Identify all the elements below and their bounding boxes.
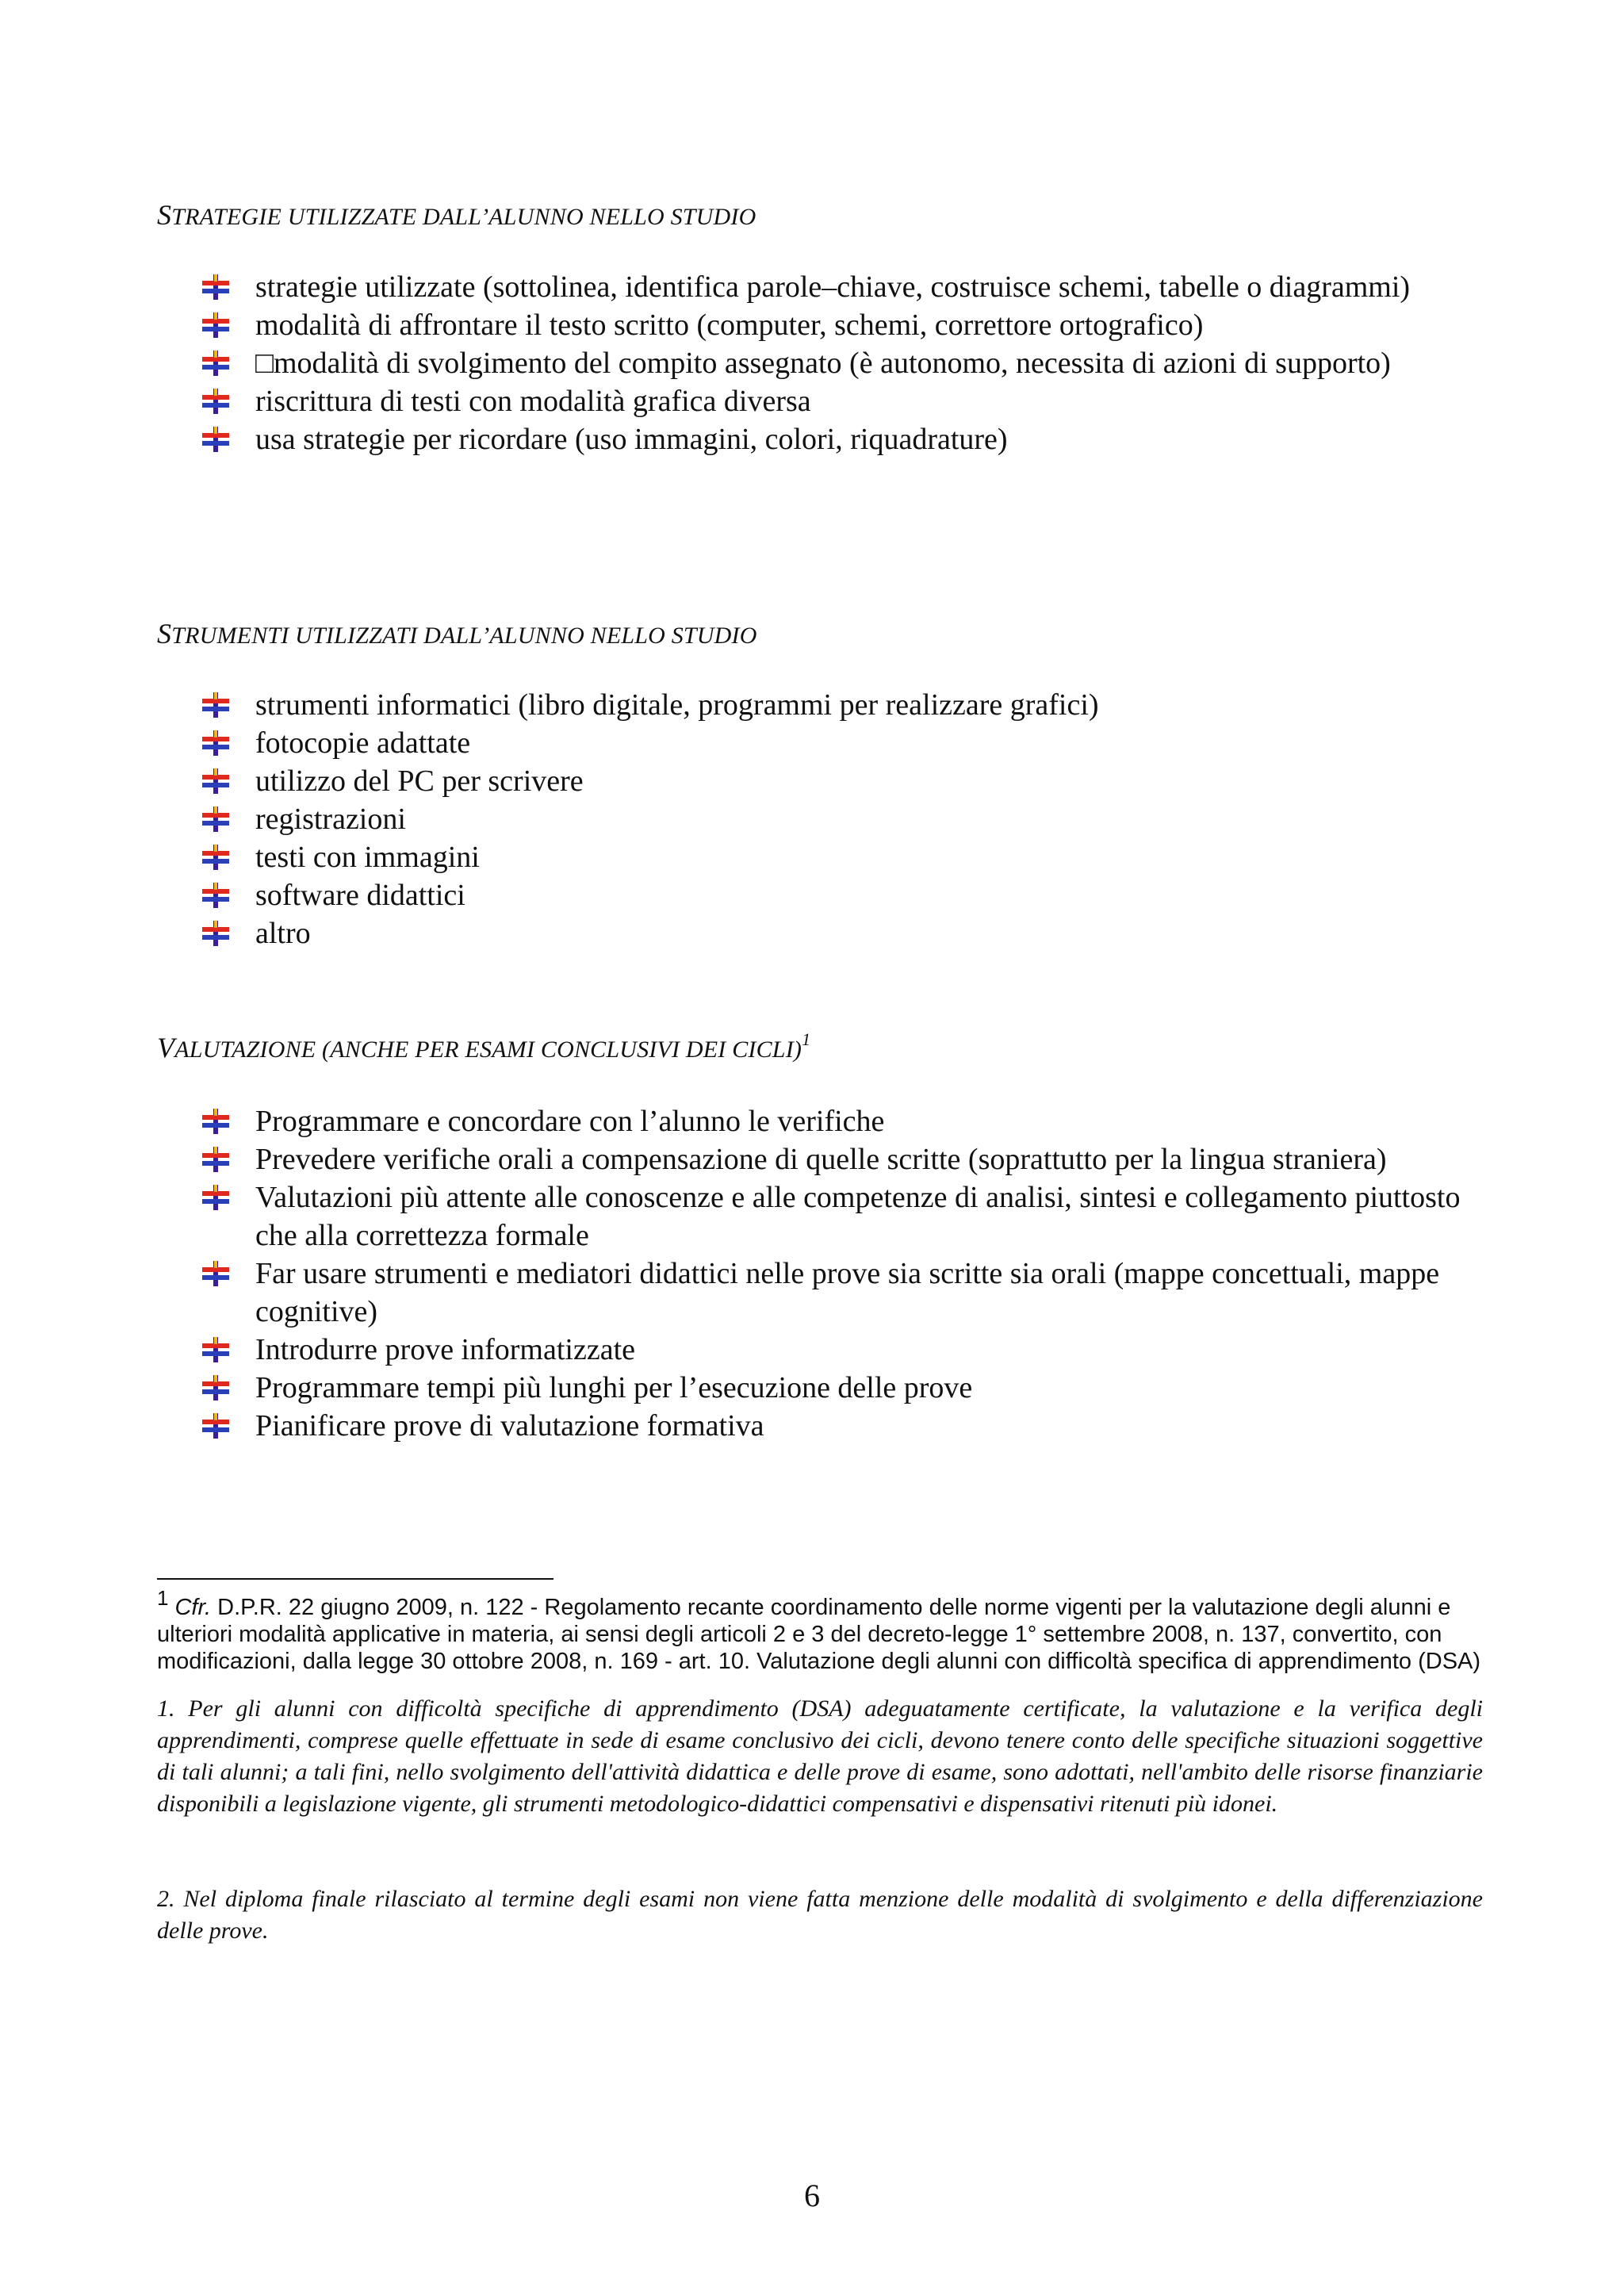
footnote-separator	[157, 1578, 553, 1580]
list-item: software didattici	[202, 876, 1471, 914]
list-item: altro	[202, 914, 1471, 952]
list-item: riscrittura di testi con modalità grafica diversa	[202, 382, 1471, 420]
list-valutazione	[202, 1102, 1471, 1445]
list-strumenti	[202, 686, 1471, 952]
list-item: fotocopie adattate	[202, 724, 1471, 762]
bullet-icon	[202, 1109, 229, 1134]
bullet-icon	[202, 1337, 229, 1362]
list-item: Programmare tempi più lunghi per l’esecuzione delle prove	[202, 1369, 1471, 1407]
list-item: usa strategie per ricordare (uso immagini, colori, riquadrature)	[202, 420, 1471, 458]
footnote-text: D.P.R. 22 giugno 2009, n. 122 - Regolamento recante coordinamento delle norme vigenti per la valutazione degli alunni e ulteriori modalità applicative in materia, ai sensi degli articoli 2 e 3 del decreto-legge 1° settembre 2008, n. 137, convertito, con modificazioni, dalla legge 30 ottobre 2008, n. 169 - art. 10. Valutazione degli alunni con difficoltà specifica di apprendimento (DSA)	[157, 1595, 1481, 1674]
list-strategie	[202, 268, 1471, 458]
bullet-icon	[202, 312, 229, 338]
footnote-cfr: Cfr.	[174, 1595, 212, 1620]
bullet-icon	[202, 1375, 229, 1400]
section-title-strumenti: STRUMENTI UTILIZZATI DALL’ALUNNO NELLO STUDIO	[157, 618, 757, 649]
missing-glyph-box: □	[255, 347, 274, 380]
bullet-icon	[202, 768, 229, 794]
list-item: modalità di affrontare il testo scritto (computer, schemi, correttore ortografico)	[202, 306, 1471, 344]
bullet-icon	[202, 730, 229, 756]
list-item: Valutazioni più attente alle conoscenze e alle competenze di analisi, sintesi e collegamento piuttosto che alla correttezza formale	[202, 1178, 1471, 1255]
section-title-strategie: STRATEGIE UTILIZZATE DALL’ALUNNO NELLO STUDIO	[157, 199, 756, 231]
list-item: registrazioni	[202, 800, 1471, 838]
bullet-icon	[202, 1185, 229, 1210]
bullet-icon	[202, 692, 229, 718]
bullet-icon	[202, 1261, 229, 1286]
bullet-icon	[202, 351, 229, 376]
list-item: Pianificare prove di valutazione formativa	[202, 1407, 1471, 1445]
footnote-paragraph-1: 1. Per gli alunni con difficoltà specifiche di apprendimento (DSA) adeguatamente certificate, la valutazione e la verifica degli apprendimenti, comprese quelle effettuate in sede di esame conclusivo dei cicli, devono tenere conto delle specifiche situazioni soggettive di tali alunni; a tali fini, nello svolgimento dell'attività didattica e delle prove di esame, sono adottati, nell'ambito delle risorse finanziarie disponibili a legislazione vigente, gli strumenti metodologico-didattici compensativi e dispensativi ritenuti più idonei.	[157, 1695, 1483, 1817]
section-title-valutazione: VALUTAZIONE (ANCHE PER ESAMI CONCLUSIVI DEI CICLI)$^1$	[157, 1029, 811, 1063]
page-number: 6	[804, 2178, 820, 2213]
bullet-icon	[202, 1413, 229, 1439]
bullet-icon	[202, 389, 229, 414]
list-item: □modalità di svolgimento del compito assegnato (è autonomo, necessita di azioni di supporto)	[202, 344, 1471, 382]
bullet-icon	[202, 807, 229, 832]
list-item: testi con immagini	[202, 838, 1471, 876]
bullet-icon	[202, 845, 229, 870]
list-item: strumenti informatici (libro digitale, programmi per realizzare grafici)	[202, 686, 1471, 724]
list-item: Prevedere verifiche orali a compensazione di quelle scritte (soprattutto per la lingua straniera)	[202, 1140, 1471, 1178]
list-item: Introdurre prove informatizzate	[202, 1331, 1471, 1369]
footnote-number: 1	[157, 1586, 169, 1610]
list-item: Programmare e concordare con l’alunno le verifiche	[202, 1102, 1471, 1140]
footnote-citation	[157, 1586, 1483, 1675]
bullet-icon	[202, 921, 229, 946]
list-item: utilizzo del PC per scrivere	[202, 762, 1471, 800]
bullet-icon	[202, 1147, 229, 1172]
list-item: strategie utilizzate (sottolinea, identifica parole–chiave, costruisce schemi, tabelle o diagrammi)	[202, 268, 1471, 306]
bullet-icon	[202, 427, 229, 452]
footnote-reference[interactable]: 1	[802, 1029, 811, 1049]
footnote-paragraph-2: 2. Nel diploma finale rilasciato al termine degli esami non viene fatta menzione delle modalità di svolgimento e della differenziazione delle prove.	[157, 1886, 1483, 1944]
list-item: Far usare strumenti e mediatori didattici nelle prove sia scritte sia orali (mappe concettuali, mappe cognitive)	[202, 1255, 1471, 1331]
bullet-icon	[202, 274, 229, 300]
bullet-icon	[202, 883, 229, 908]
